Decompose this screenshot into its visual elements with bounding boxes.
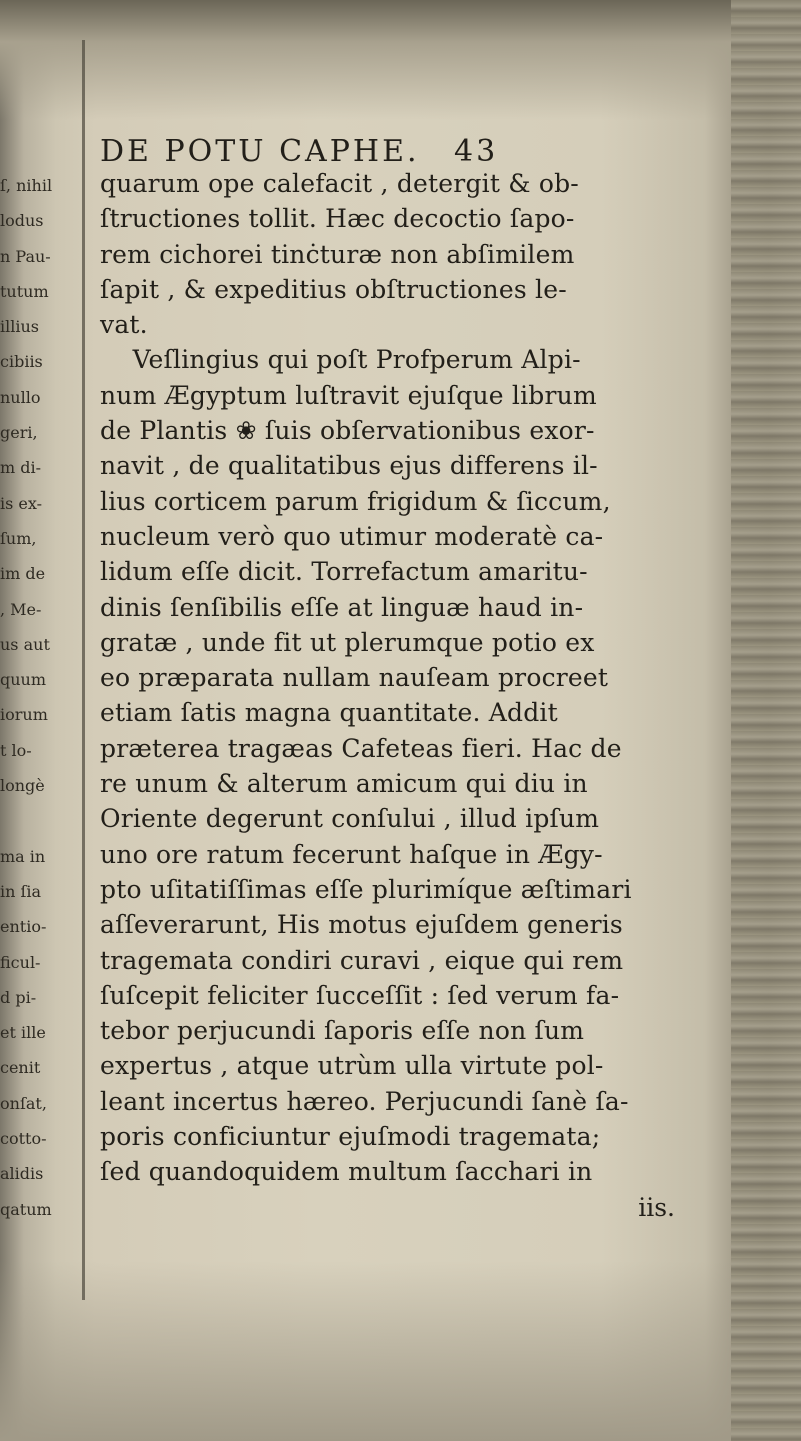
text-line: quarum ope calefacit , detergit & ob- bbox=[100, 169, 579, 198]
text-line: num Ægyptum luſtravit ejuſque librum bbox=[100, 380, 597, 410]
text-line: ſed quandoquidem multum ſacchari in bbox=[100, 1157, 593, 1187]
text-line: nucleum verò quo utimur moderatè ca- bbox=[100, 521, 604, 551]
margin-fragment: qatum bbox=[0, 1199, 52, 1219]
adjacent-page-fragments bbox=[0, 168, 80, 1227]
margin-fragment: im de bbox=[0, 564, 46, 584]
margin-fragment: t lo- bbox=[0, 740, 32, 760]
margin-fragment: is ex- bbox=[0, 493, 43, 513]
text-line: etiam ſatis magna quantitate. Addit bbox=[100, 698, 558, 728]
margin-fragment: alidis bbox=[0, 1164, 44, 1184]
running-title: DE POTU CAPHE. bbox=[100, 134, 420, 169]
margin-fragment: entio- bbox=[0, 917, 47, 937]
margin-fragment: quum bbox=[0, 670, 47, 690]
text-line: uno ore ratum fecerunt haſque in Ægy- bbox=[100, 839, 603, 869]
text-line: lidum eſſe dicit. Torrefactum amaritu- bbox=[100, 557, 588, 587]
margin-fragment: us aut bbox=[0, 634, 50, 654]
text-line: poris conficiuntur ejuſmodi tragemata; bbox=[100, 1122, 601, 1152]
margin-fragment: m di- bbox=[0, 458, 42, 478]
margin-fragment: cibiis bbox=[0, 352, 43, 372]
body-text bbox=[100, 166, 700, 1190]
margin-fragment bbox=[0, 803, 80, 838]
top-shadow bbox=[0, 0, 801, 120]
text-line: ſuſcepit feliciter ſucceſſit : ſed verum fa- bbox=[100, 980, 620, 1010]
catchword: iis. bbox=[638, 1192, 675, 1222]
binding-gutter-line bbox=[82, 40, 85, 1300]
margin-fragment: in ſia bbox=[0, 881, 42, 901]
text-line: tebor perjucundi ſaporis eſſe non ſum bbox=[100, 1016, 585, 1046]
text-line: præterea tragæas Cafeteas fieri. Hac de bbox=[100, 733, 622, 763]
text-line: expertus , atque utrùm ulla virtute pol- bbox=[100, 1051, 604, 1081]
margin-fragment: cotto- bbox=[0, 1129, 47, 1149]
margin-fragment: n Pau- bbox=[0, 246, 51, 266]
text-line: ſtructiones tollit. Hæc decoctio ſapo- bbox=[100, 204, 575, 234]
margin-fragment: et ille bbox=[0, 1023, 46, 1043]
book-page bbox=[100, 130, 700, 1225]
text-line: vat. bbox=[100, 310, 148, 340]
margin-fragment: d pi- bbox=[0, 987, 37, 1007]
margin-fragment: onſat, bbox=[0, 1093, 47, 1113]
margin-fragment: illius bbox=[0, 317, 39, 337]
text-line: de Plantis ❀ ſuis obſervationibus exor- bbox=[100, 416, 595, 446]
text-line: ſapit , & expeditius obſtructiones le- bbox=[100, 274, 567, 304]
margin-fragment: tutum bbox=[0, 281, 49, 301]
margin-fragment: ſ, nihil bbox=[0, 176, 53, 195]
text-line: lius corticem parum frigidum & ſiccum, bbox=[100, 486, 611, 516]
margin-fragment: longè bbox=[0, 776, 45, 796]
text-line: pto uſitatiſſimas eſſe plurimíque æſtimari bbox=[100, 874, 632, 904]
text-line: re unum & alterum amicum qui diu in bbox=[100, 769, 588, 799]
margin-fragment: ficul- bbox=[0, 952, 41, 972]
margin-fragment: geri, bbox=[0, 423, 38, 443]
text-line: leant incertus hæreo. Perjucundi ſanè ſa- bbox=[100, 1086, 629, 1116]
text-line: gratæ , unde fit ut plerumque potio ex bbox=[100, 627, 595, 657]
margin-fragment: ſum, bbox=[0, 528, 37, 548]
page-number: 43 bbox=[454, 134, 499, 169]
text-line: Veſlingius qui poſt Profperum Alpi- bbox=[100, 345, 581, 375]
bottom-shadow bbox=[0, 1261, 801, 1441]
margin-fragment: ma in bbox=[0, 846, 46, 866]
margin-fragment: lodus bbox=[0, 211, 44, 231]
text-line: eo præparata nullam nauſeam procreet bbox=[100, 663, 609, 693]
margin-fragment: nullo bbox=[0, 387, 41, 407]
page-edge-stack bbox=[731, 0, 801, 1441]
text-line: navit , de qualitatibus ejus differens il- bbox=[100, 451, 598, 481]
margin-fragment: cenit bbox=[0, 1058, 41, 1078]
margin-fragment: , Me- bbox=[0, 599, 42, 619]
margin-fragment: iorum bbox=[0, 705, 48, 725]
text-line: dinis ſenſibilis eſſe at linguæ haud in- bbox=[100, 592, 584, 622]
text-line: rem cichorei tinċturæ non abſimilem bbox=[100, 239, 575, 269]
text-line: aſſeverarunt, His motus ejuſdem generis bbox=[100, 910, 623, 940]
text-line: tragemata condiri curavi , eique qui rem bbox=[100, 945, 624, 975]
text-line: Oriente degerunt conſului , illud ipſum bbox=[100, 804, 600, 834]
